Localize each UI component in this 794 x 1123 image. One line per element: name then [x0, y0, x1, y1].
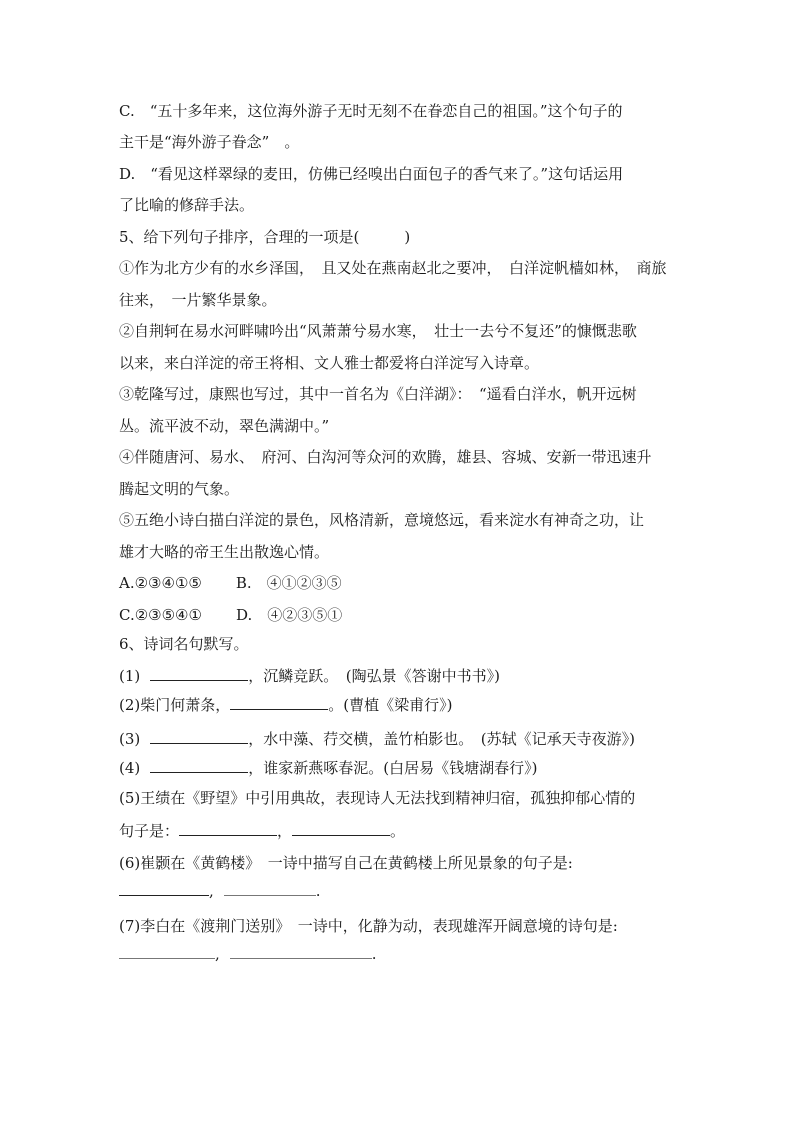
poem-item-7-line-1: (7)李白在《渡荆门送别》 一诗中，化静为动，表现雄浑开阔意境的诗句是: [119, 917, 618, 935]
answer-option-b[interactable]: B. ④①②③⑤ [235, 574, 342, 592]
option-c-line-2: 主干是“海外游子眷念” 。 [119, 133, 300, 151]
item-end: . [315, 882, 321, 900]
sentence-3-line-1: ③乾隆写过，康熙也写过，其中一首名为《白洋湖》： “遥看白洋水，帆开远树 [119, 385, 637, 403]
option-d-line-2: 了比喻的修辞手法。 [119, 196, 255, 214]
poem-item-1 [119, 665, 500, 686]
item-prefix: 句子是： [119, 822, 180, 840]
item-text: ，水中藻、荇交横，盖竹柏影也。 (苏轼《记承天寺夜游》) [248, 730, 635, 748]
item-text: ，谁家新燕啄春泥。(白居易《钱塘湖春行》) [248, 759, 538, 777]
poem-item-4 [119, 757, 537, 778]
fill-blank[interactable] [230, 694, 328, 710]
option-c-line-1: C. “五十多年来，这位海外游子无时无刻不在眷恋自己的祖国。”这个句子的 [119, 102, 623, 120]
item-separator: ， [277, 822, 293, 840]
fill-blank[interactable] [119, 943, 215, 959]
item-separator: , [209, 882, 214, 900]
fill-blank[interactable] [150, 757, 248, 773]
sentence-1-line-2: 往来， 一片繁华景象。 [119, 291, 277, 309]
poem-item-5-line-1: (5)王绩在《野望》中引用典故，表现诗人无法找到精神归宿，孤独抑郁心情的 [119, 789, 636, 807]
poem-item-7-line-2 [119, 943, 377, 964]
answer-option-a[interactable]: A.②③④①⑤ [119, 574, 202, 592]
question-5-stem: 5、给下列句子排序，合理的一项是( ) [119, 228, 411, 246]
fill-blank[interactable] [119, 880, 209, 896]
item-number: (4) [119, 759, 141, 777]
item-text: 。(曹植《梁甫行》) [328, 696, 453, 714]
question-6-stem: 6、诗词名句默写。 [119, 635, 249, 653]
answer-options-row-2 [119, 605, 342, 625]
item-end: . [371, 945, 377, 963]
sentence-2-line-1: ②自荆轲在易水河畔啸吟出“风萧萧兮易水寒， 壮士一去兮不复还”的慷慨悲歌 [119, 322, 637, 340]
poem-item-2 [119, 694, 452, 715]
sentence-1-line-1: ①作为北方少有的水乡泽国， 且又处在燕南赵北之要冲， 白洋淀帆樯如林， 商旅 [119, 259, 667, 277]
poem-item-6-line-1: (6)崔颢在《黄鹤楼》 一诗中描写自己在黄鹤楼上所见景象的句子是: [119, 854, 573, 872]
answer-option-d[interactable]: D. ④②③⑤① [235, 606, 343, 624]
sentence-2-line-2: 以来，来白洋淀的帝王将相、文人雅士都爱将白洋淀写入诗章。 [119, 354, 540, 372]
sentence-3-line-2: 丛。流平波不动，翠色满湖中。” [119, 417, 330, 435]
item-text: ，沉鳞竞跃。 (陶弘景《答谢中书书》) [248, 667, 500, 685]
fill-blank[interactable] [150, 665, 248, 681]
sentence-4-line-1: ④伴随唐河、易水、 府河、白沟河等众河的欢腾，雄县、容城、安新一带迅速升 [119, 448, 652, 466]
fill-blank[interactable] [179, 820, 277, 836]
poem-item-5-line-2 [119, 820, 405, 841]
option-d-line-1: D. “看见这样翠绿的麦田，仿佛已经嗅出白面包子的香气来了。”这句话运用 [119, 165, 624, 183]
fill-blank[interactable] [292, 820, 390, 836]
fill-blank[interactable] [224, 880, 316, 896]
sentence-5-line-2: 雄才大略的帝王生出散逸心情。 [119, 543, 330, 561]
item-number: (3) [119, 730, 141, 748]
item-prefix: (2)柴门何萧条， [119, 696, 231, 714]
answer-option-c[interactable]: C.②③⑤④① [119, 606, 202, 624]
answer-options-row-1 [119, 573, 342, 593]
sentence-5-line-1: ⑤五绝小诗白描白洋淀的景色，风格清新，意境悠远，看来淀水有神奇之功，让 [119, 511, 645, 529]
item-end: 。 [390, 822, 406, 840]
fill-blank[interactable] [150, 728, 248, 744]
poem-item-3 [119, 728, 635, 749]
item-separator: , [215, 945, 220, 963]
item-number: (1) [119, 667, 141, 685]
sentence-4-line-2: 腾起文明的气象。 [119, 480, 240, 498]
fill-blank[interactable] [230, 943, 372, 959]
poem-item-6-line-2 [119, 880, 321, 901]
